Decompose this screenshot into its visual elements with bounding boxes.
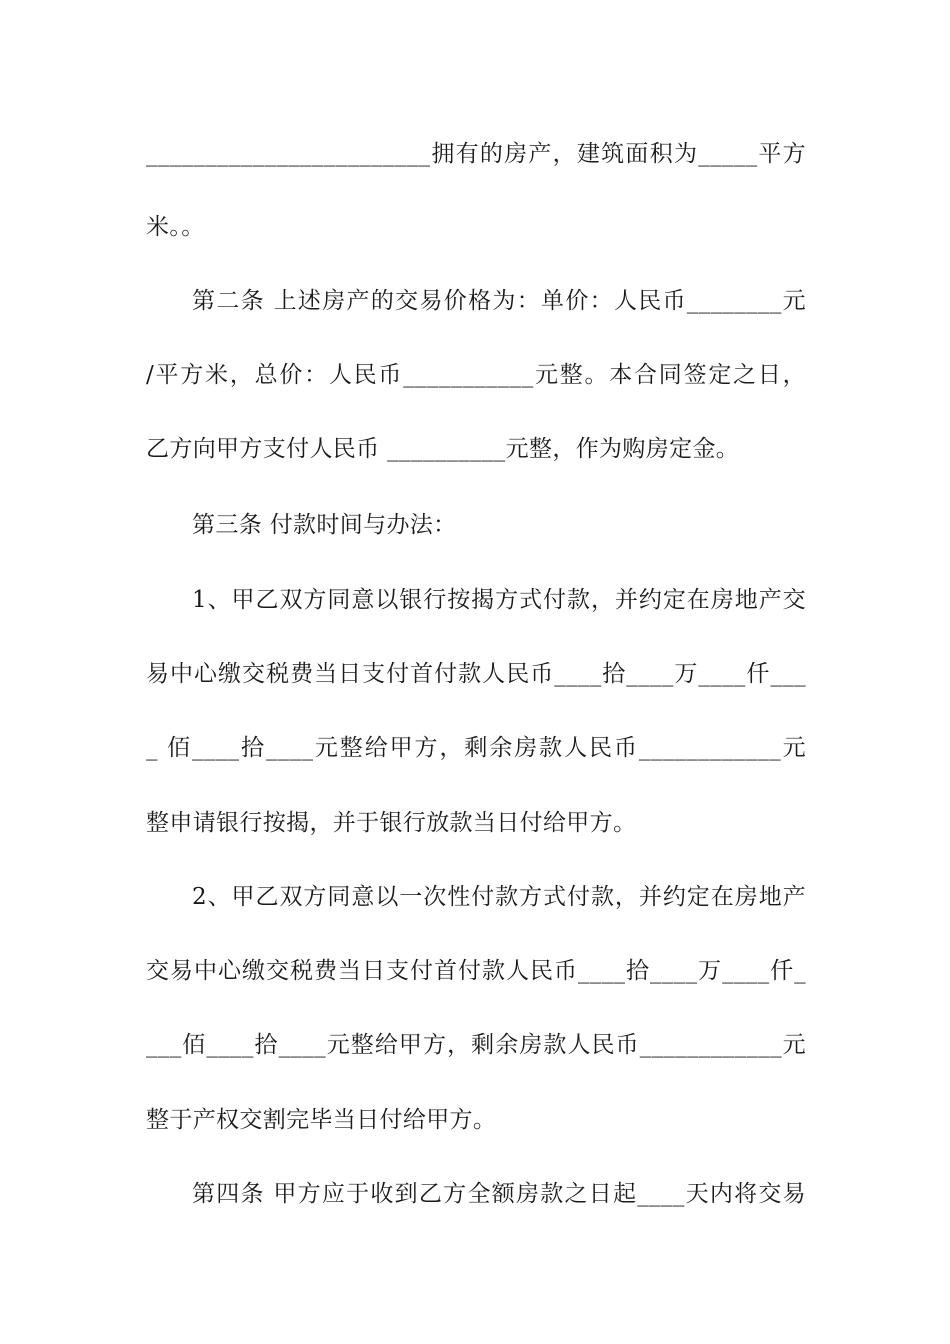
text-line: 米。。 [146, 214, 205, 240]
list-item: 1、甲乙双方同意以银行按揭方式付款，并约定在房地产交 [192, 587, 806, 613]
text-line: 整申请银行按揭，并于银行放款当日付给甲方。 [146, 810, 637, 836]
text-line: ___佰____拾____元整给甲方，剩余房款人民币____________元 [146, 1032, 806, 1058]
clause-heading: 第四条 甲方应于收到乙方全额房款之日起____天内将交易 [192, 1181, 806, 1207]
text-line: 易中心缴交税费当日支付首付款人民币____拾____万____仟___ [146, 661, 806, 687]
clause-heading: 第三条 付款时间与办法： [192, 512, 457, 538]
text-line: 交易中心缴交税费当日支付首付款人民币____拾____万____仟_ [146, 958, 806, 984]
clause-heading: 第二条 上述房产的交易价格为：单价：人民币________元 [192, 288, 806, 314]
text-line: 乙方向甲方支付人民币 __________元整，作为购房定金。 [146, 436, 740, 462]
text-line: ________________________拥有的房产，建筑面积为_____平方 [146, 141, 806, 167]
list-item: 2、甲乙双方同意以一次性付款方式付款，并约定在房地产 [192, 884, 806, 910]
text-line: 整于产权交割完毕当日付给甲方。 [146, 1107, 497, 1133]
text-line: _ 佰____拾____元整给甲方，剩余房款人民币____________元 [146, 735, 806, 761]
text-line: /平方米，总价：人民币___________元整。本合同签定之日， [146, 362, 806, 388]
